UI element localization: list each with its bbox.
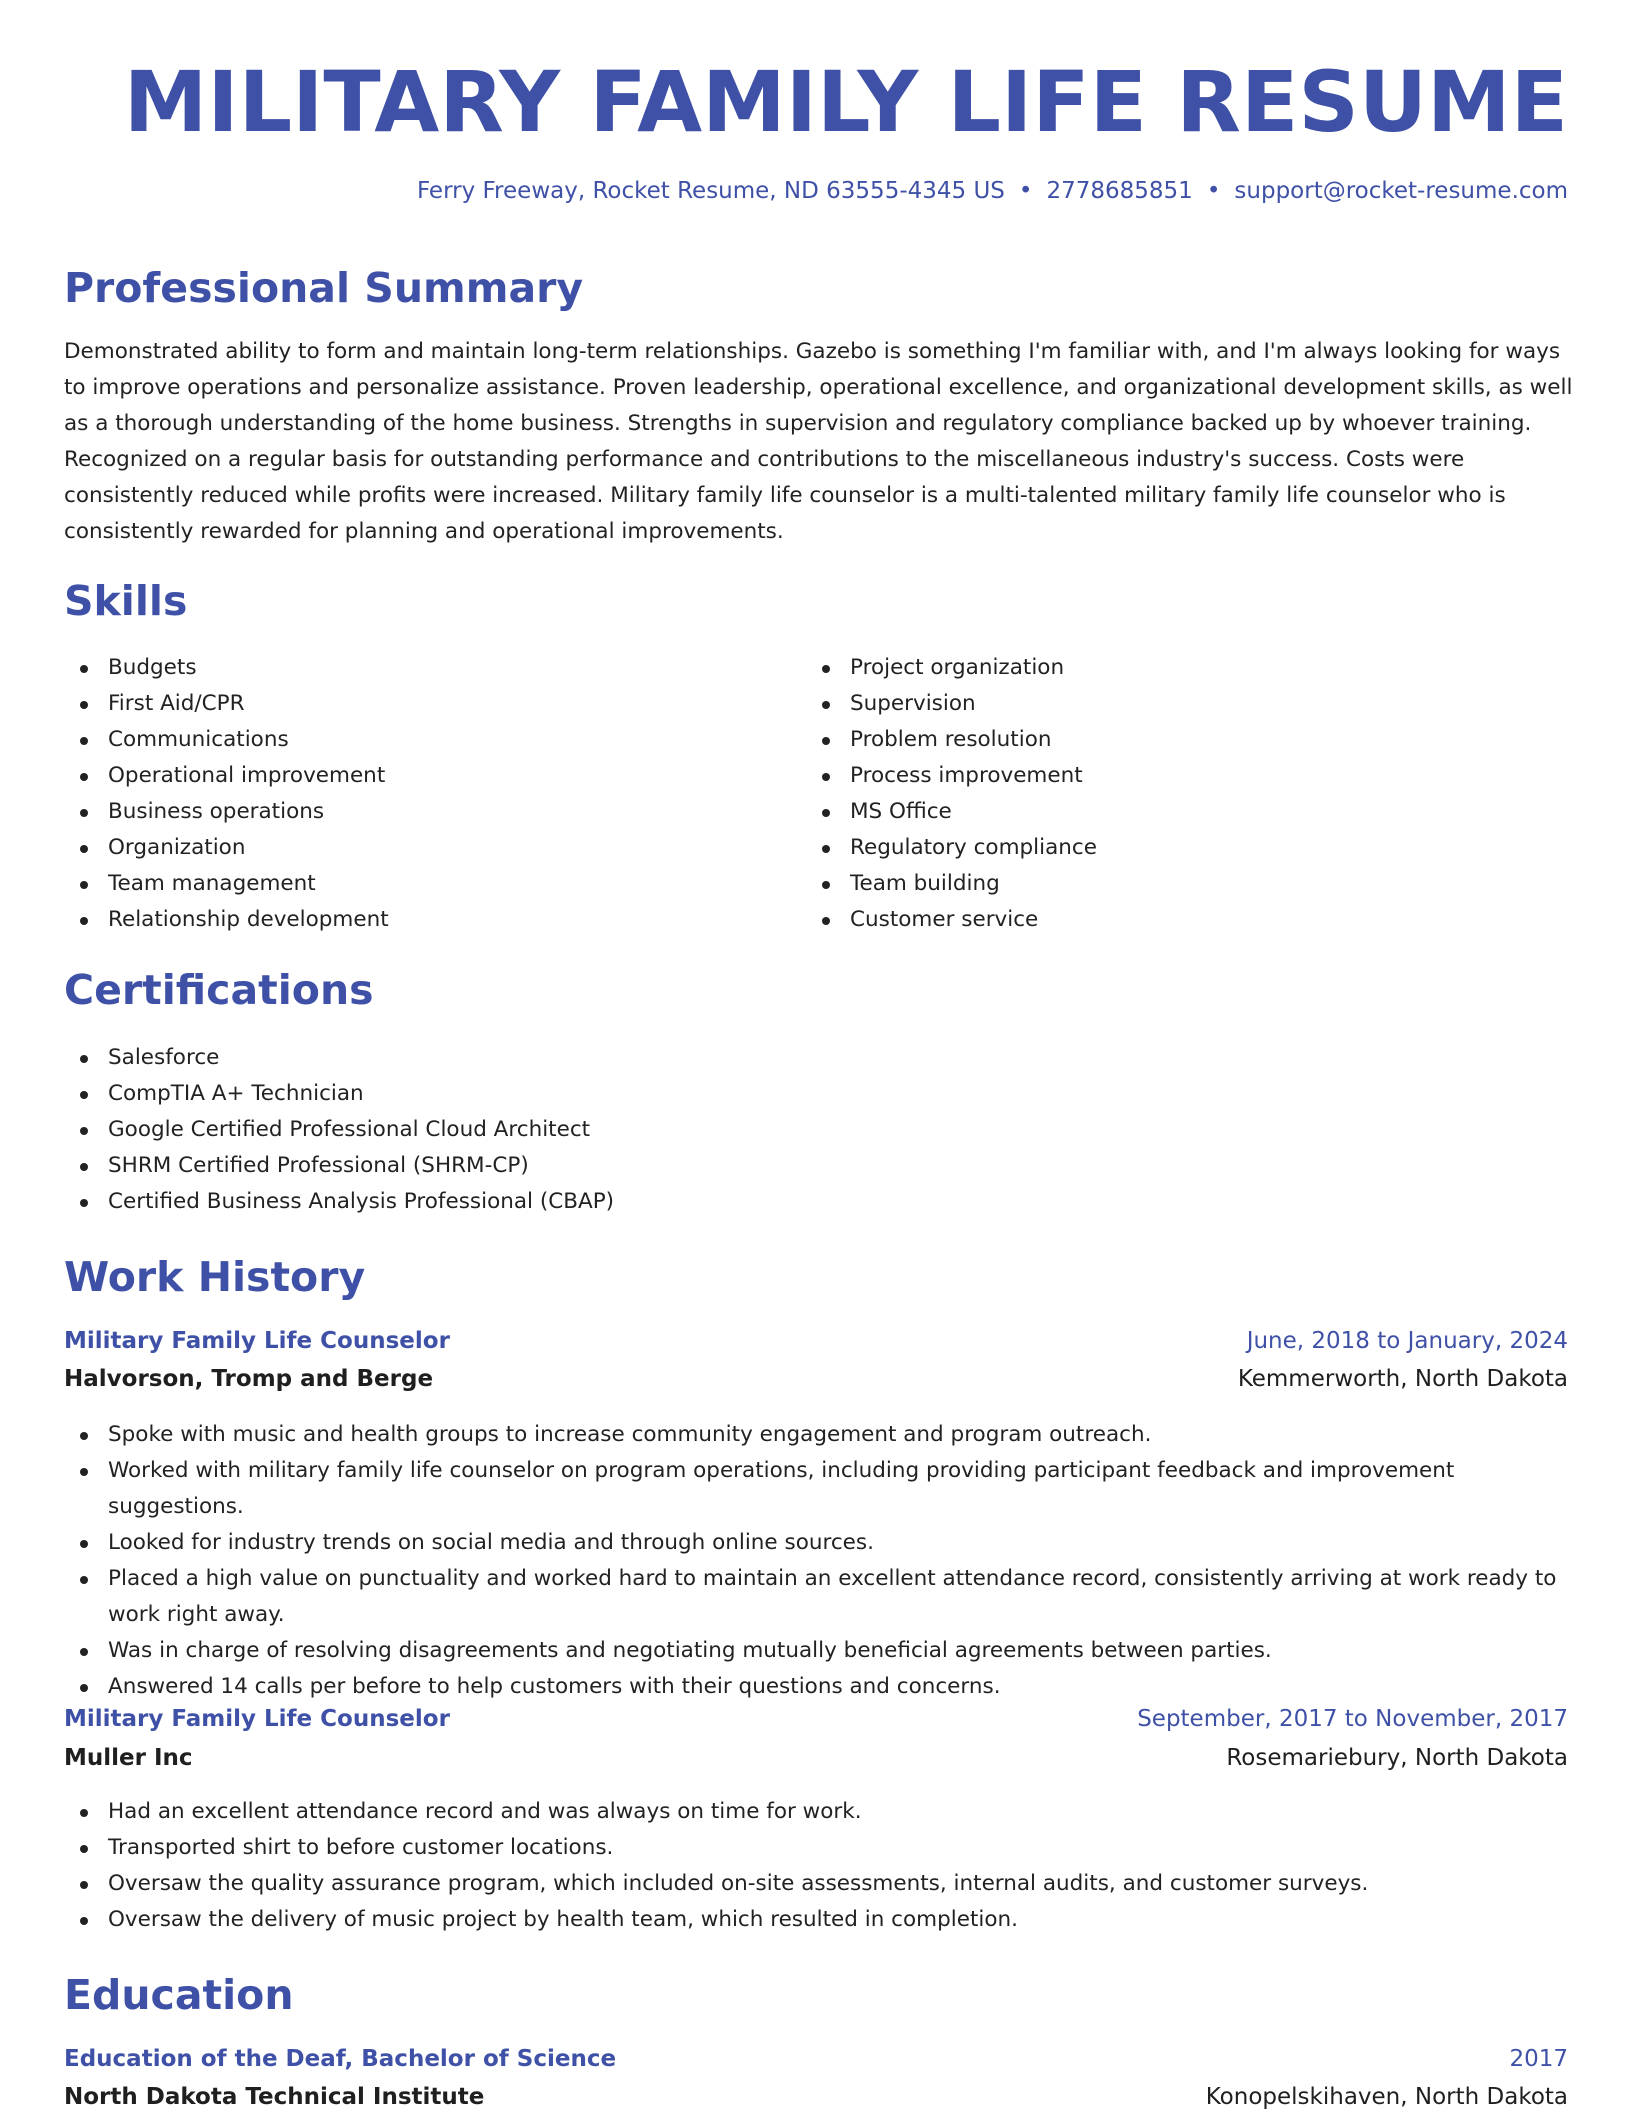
certifications-list bbox=[64, 1040, 1464, 1220]
job-duty: Oversaw the delivery of music project by health team, which resulted in completion. bbox=[64, 1902, 1574, 1938]
education-year: 2017 bbox=[1509, 2046, 1568, 2072]
job-duty: Worked with military family life counselor on program operations, including providing participant feedback and improvement suggestions. bbox=[64, 1453, 1574, 1525]
summary-text: Demonstrated ability to form and maintain long-term relationships. Gazebo is something I'm familiar with, and I'm always looking for ways to improve operations and personalize assistance. Proven leadership, operational excellence, and organizational development skills, as well as a thorough understanding of the home business. Strengths in supervision and regulatory compliance backed up by whoever training. Recognized on a regular basis for outstanding performance and contributions to the miscellaneous industry's success. Costs were consistently reduced while profits were increased. Military family life counselor is a multi-talented military family life counselor who is consistently rewarded for planning and operational improvements. bbox=[64, 339, 1573, 544]
skill-item: Communications bbox=[64, 722, 764, 758]
skills-list-left bbox=[64, 650, 764, 938]
certification-item: Salesforce bbox=[64, 1040, 1464, 1076]
skill-item: Supervision bbox=[806, 686, 1506, 722]
contact-separator: • bbox=[1018, 178, 1033, 204]
skill-item: Problem resolution bbox=[806, 722, 1506, 758]
job-title-row bbox=[64, 1704, 1568, 1734]
skill-item: Customer service bbox=[806, 902, 1506, 938]
contact-phone: 2778685851 bbox=[1046, 178, 1193, 204]
job-company-row bbox=[64, 1364, 1568, 1394]
certifications-heading: Certifications bbox=[64, 966, 374, 1014]
certification-item: SHRM Certified Professional (SHRM-CP) bbox=[64, 1148, 1464, 1184]
education-heading: Education bbox=[64, 1971, 294, 2019]
education-school-row bbox=[64, 2082, 1568, 2112]
certification-item: Google Certified Professional Cloud Architect bbox=[64, 1112, 1464, 1148]
education-degree-row bbox=[64, 2044, 1568, 2074]
job-duty: Placed a high value on punctuality and worked hard to maintain an excellent attendance record, consistently arriving at work ready to work right away. bbox=[64, 1561, 1574, 1633]
job-location: Rosemariebury, North Dakota bbox=[1226, 1745, 1568, 1771]
job-company: Muller Inc bbox=[64, 1745, 193, 1771]
education-degree: Education of the Deaf, Bachelor of Science bbox=[64, 2046, 617, 2072]
education-school: North Dakota Technical Institute bbox=[64, 2084, 485, 2110]
job-company: Halvorson, Tromp and Berge bbox=[64, 1366, 434, 1392]
skill-item: Budgets bbox=[64, 650, 764, 686]
skill-item: Relationship development bbox=[64, 902, 764, 938]
skill-item: Business operations bbox=[64, 794, 764, 830]
work-history-heading: Work History bbox=[64, 1253, 366, 1301]
job-duty: Looked for industry trends on social media and through online sources. bbox=[64, 1525, 1574, 1561]
job-dates: June, 2018 to January, 2024 bbox=[1246, 1328, 1568, 1354]
job-duties-list bbox=[64, 1794, 1574, 1938]
resume-title: MILITARY FAMILY LIFE RESUME bbox=[123, 53, 1568, 151]
skill-item: Team management bbox=[64, 866, 764, 902]
job-company-row bbox=[64, 1743, 1568, 1773]
skill-item: First Aid/CPR bbox=[64, 686, 764, 722]
job-duty: Had an excellent attendance record and was always on time for work. bbox=[64, 1794, 1574, 1830]
certification-item: CompTIA A+ Technician bbox=[64, 1076, 1464, 1112]
job-duty: Was in charge of resolving disagreements and negotiating mutually beneficial agreements between parties. bbox=[64, 1633, 1574, 1669]
contact-separator: • bbox=[1206, 178, 1221, 204]
job-title: Military Family Life Counselor bbox=[64, 1706, 450, 1732]
skill-item: Process improvement bbox=[806, 758, 1506, 794]
job-title-row bbox=[64, 1326, 1568, 1356]
job-duty: Transported shirt to before customer locations. bbox=[64, 1830, 1574, 1866]
skills-list-right bbox=[806, 650, 1506, 938]
job-duties-list bbox=[64, 1417, 1574, 1705]
contact-address: Ferry Freeway, Rocket Resume, ND 63555-4345 US bbox=[416, 178, 1005, 204]
skills-heading: Skills bbox=[64, 577, 188, 625]
certification-item: Certified Business Analysis Professional (CBAP) bbox=[64, 1184, 1464, 1220]
job-duty: Answered 14 calls per before to help customers with their questions and concerns. bbox=[64, 1669, 1574, 1705]
job-title: Military Family Life Counselor bbox=[64, 1328, 450, 1354]
job-location: Kemmerworth, North Dakota bbox=[1237, 1366, 1568, 1392]
skill-item: Operational improvement bbox=[64, 758, 764, 794]
skill-item: Project organization bbox=[806, 650, 1506, 686]
job-duty: Spoke with music and health groups to increase community engagement and program outreach. bbox=[64, 1417, 1574, 1453]
summary-heading: Professional Summary bbox=[64, 264, 584, 312]
education-location: Konopelskihaven, North Dakota bbox=[1205, 2084, 1568, 2110]
skill-item: Regulatory compliance bbox=[806, 830, 1506, 866]
skill-item: MS Office bbox=[806, 794, 1506, 830]
skill-item: Team building bbox=[806, 866, 1506, 902]
contact-line bbox=[417, 178, 1568, 204]
job-duty: Oversaw the quality assurance program, which included on-site assessments, internal audits, and customer surveys. bbox=[64, 1866, 1574, 1902]
skill-item: Organization bbox=[64, 830, 764, 866]
job-dates: September, 2017 to November, 2017 bbox=[1137, 1706, 1568, 1732]
contact-email[interactable]: support@rocket-resume.com bbox=[1234, 178, 1568, 204]
